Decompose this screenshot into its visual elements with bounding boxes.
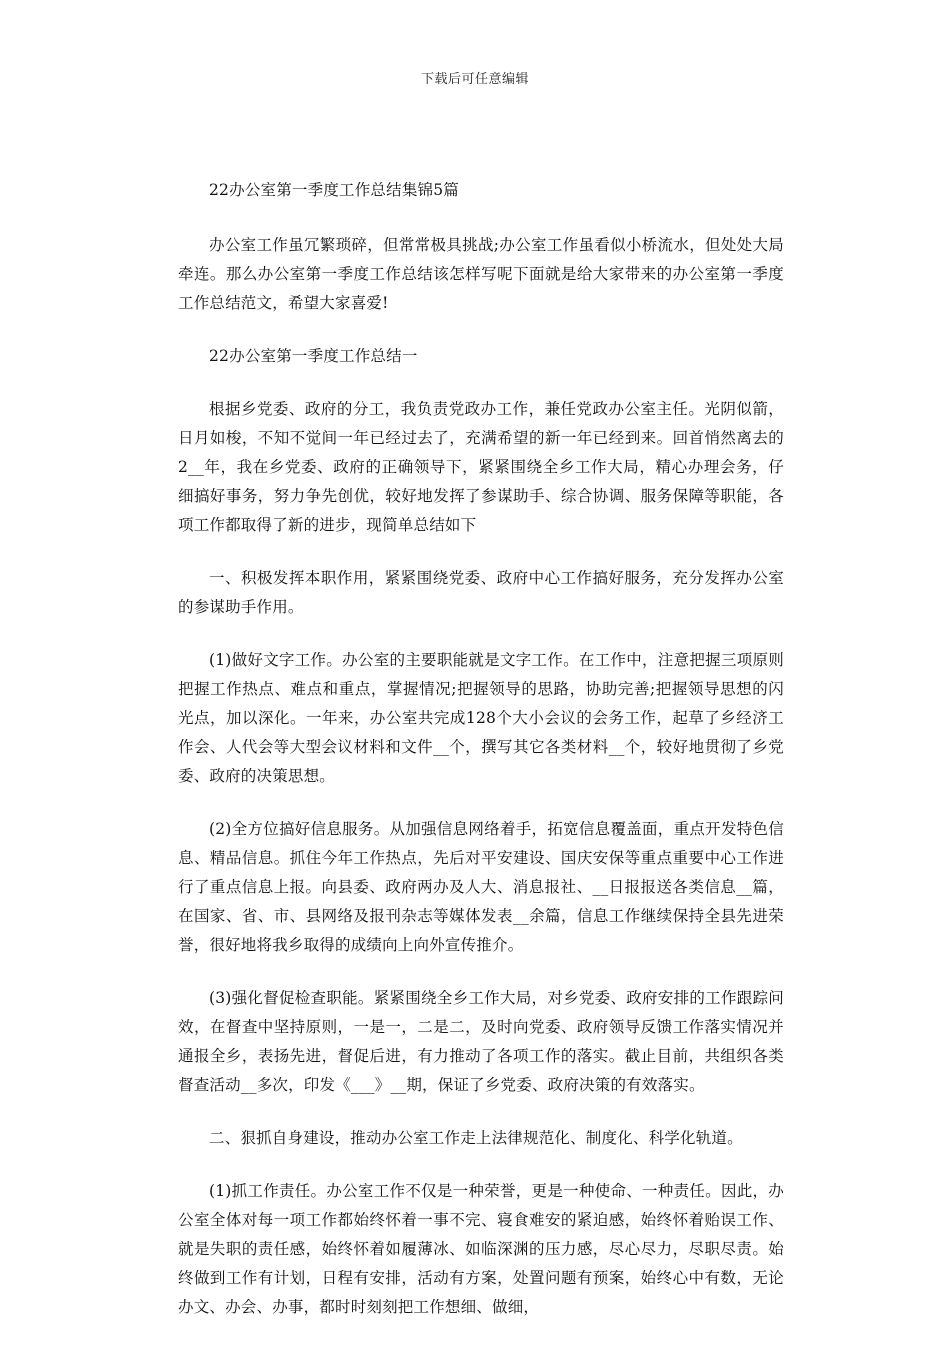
document-title: 22办公室第一季度工作总结集锦5篇 [209,181,459,199]
section-title: 22办公室第一季度工作总结一 [209,347,418,365]
document-body [178,176,784,1346]
body-paragraph: (2)全方位搞好信息服务。从加强信息网络着手，拓宽信息覆盖面，重点开发特色信息、精品信息。抓住今年工作热点，先后对平安建设、国庆安保等重点重要中心工作进行了重点信息上报。向县委、政府两办及人大、消息报社、__日报报送各类信息__篇，在国家、省、市、县网络及报刊杂志等媒体发表__余篇，信息工作继续保持全县先进荣誉，很好地将我乡取得的成绩向上向外宣传推介。 [178,820,784,954]
body-paragraph: (3)强化督促检查职能。紧紧围绕全乡工作大局，对乡党委、政府安排的工作跟踪问效，在督查中坚持原则，一是一，二是二，及时向党委、政府领导反馈工作落实情况并通报全乡，表扬先进，督促后进，有力推动了各项工作的落实。截止目前，共组织各类督查活动__多次，印发《___》__期，保证了乡党委、政府决策的有效落实。 [178,989,784,1094]
section-heading-one: 一、积极发挥本职作用，紧紧围绕党委、政府中心工作搞好服务，充分发挥办公室的参谋助手作用。 [178,569,784,616]
page-header-note: 下载后可任意编辑 [420,72,529,87]
body-paragraph: (1)做好文字工作。办公室的主要职能就是文字工作。在工作中，注意把握三项原则把握工作热点、难点和重点，掌握情况;把握领导的思路，协助完善;把握领导思想的闪光点，加以深化。一年来，办公室共完成128个大小会议的会务工作，起草了乡经济工作会、人代会等大型会议材料和文件__个，撰写其它各类材料__个，较好地贯彻了乡党委、政府的决策思想。 [178,651,784,785]
body-paragraph: 根据乡党委、政府的分工，我负责党政办工作，兼任党政办公室主任。光阴似箭，日月如梭，不知不觉间一年已经过去了，充满希望的新一年已经到来。回首悄然离去的2__年，我在乡党委、政府的正确领导下，紧紧围绕全乡工作大局，精心办理会务，仔细搞好事务，努力争先创优，较好地发挥了参谋助手、综合协调、服务保障等职能，各项工作都取得了新的进步，现简单总结如下 [178,400,784,534]
section-heading-two: 二、狠抓自身建设，推动办公室工作走上法律规范化、制度化、科学化轨道。 [209,1129,743,1147]
intro-paragraph: 办公室工作虽冗繁琐碎，但常常极具挑战;办公室工作虽看似小桥流水，但处处大局牵连。那么办公室第一季度工作总结该怎样写呢下面就是给大家带来的办公室第一季度工作总结范文，希望大家喜爱! [178,236,784,312]
body-paragraph: (1)抓工作责任。办公室工作不仅是一种荣誉，更是一种使命、一种责任。因此，办公室全体对每一项工作都始终怀着一事不完、寝食难安的紧迫感，始终怀着贻误工作、就是失职的责任感，始终怀着如履薄冰、如临深渊的压力感，尽心尽力，尽职尽责。始终做到工作有计划，日程有安排，活动有方案，处置问题有预案，始终心中有数，无论办文、办会、办事，都时时刻刻把工作想细、做细， [178,1182,784,1316]
